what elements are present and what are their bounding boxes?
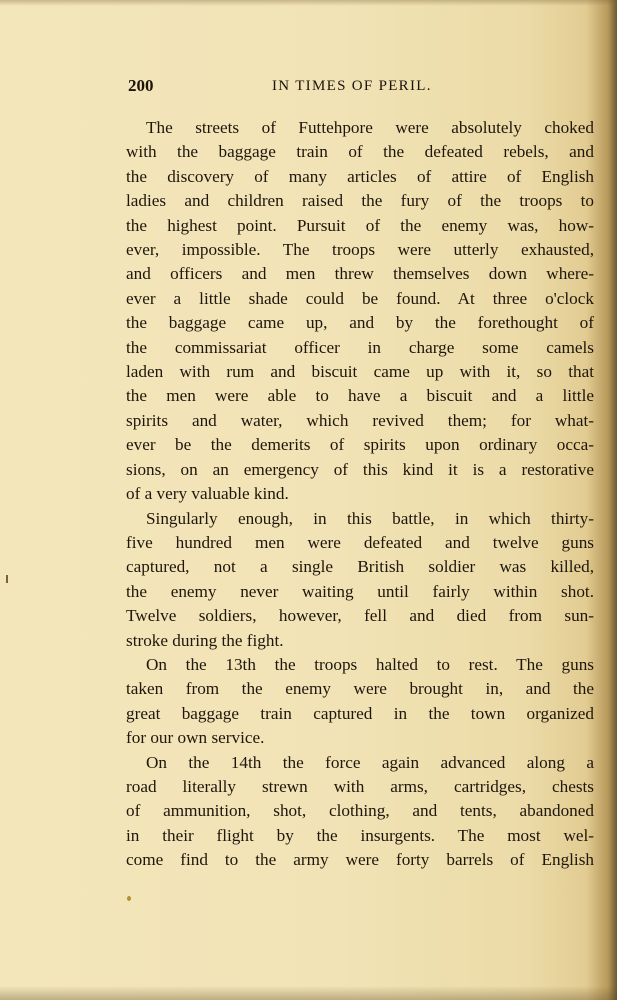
text-line: great baggage train captured in the town organized	[126, 703, 594, 723]
text-line: The streets of Futtehpore were absolutely choked	[146, 118, 594, 137]
text-line: the highest point. Pursuit of the enemy was, how-	[126, 215, 594, 235]
text-line: laden with rum and biscuit came up with it, so that	[126, 362, 594, 382]
text-line: ever, impossible. The troops were utterly exhausted,	[126, 240, 594, 260]
text-line: spirits and water, which revived them; for what-	[126, 410, 594, 430]
text-line: the enemy never waiting until fairly within shot.	[126, 581, 594, 601]
text-line: On the 13th the troops halted to rest. The guns	[146, 654, 594, 674]
text-line: the men were able to have a biscuit and a little	[126, 386, 594, 406]
text-line: sions, on an emergency of this kind it is a restorative	[126, 459, 594, 479]
page-top-shadow	[0, 0, 617, 6]
text-line: captured, not a single British soldier was killed,	[126, 557, 594, 577]
text-line: stroke during the fight.	[126, 630, 284, 650]
text-line: in their flight by the insurgents. The most wel-	[126, 825, 594, 845]
page-header	[128, 76, 598, 102]
text-line: five hundred men were defeated and twelve guns	[126, 532, 594, 552]
text-line: road literally strewn with arms, cartridges, chests	[126, 776, 594, 796]
text-line: On the 14th the force again advanced along a	[146, 752, 594, 772]
text-line: ever a little shade could be found. At three o'clock	[126, 288, 594, 308]
text-line: the baggage came up, and by the forethought of	[126, 313, 594, 333]
text-line: taken from the enemy were brought in, and the	[126, 679, 594, 699]
text-line: the discovery of many articles of attire of English	[126, 166, 594, 186]
text-line: come find to the army were forty barrels of English	[126, 850, 594, 870]
page-number: 200	[128, 76, 154, 95]
page-bottom-shadow	[0, 986, 617, 1000]
text-line: with the baggage train of the defeated rebels, and	[126, 142, 594, 162]
text-line: of a very valuable kind.	[126, 484, 289, 504]
body-text	[126, 116, 594, 873]
text-line: of ammunition, shot, clothing, and tents, abandoned	[126, 801, 594, 821]
text-line: ever be the demerits of spirits upon ordinary occa-	[126, 435, 594, 455]
running-head: IN TIMES OF PERIL.	[272, 78, 432, 94]
text-line: Twelve soldiers, however, fell and died from sun-	[126, 606, 594, 626]
text-line: ladies and children raised the fury of the troops to	[126, 191, 594, 211]
text-line: for our own service.	[126, 728, 265, 748]
text-line: and officers and men threw themselves down where-	[126, 264, 594, 284]
margin-mark	[6, 575, 8, 583]
paper-speck	[127, 896, 131, 901]
text-line: the commissariat officer in charge some camels	[126, 337, 594, 357]
text-line: Singularly enough, in this battle, in which thirty-	[146, 508, 594, 528]
